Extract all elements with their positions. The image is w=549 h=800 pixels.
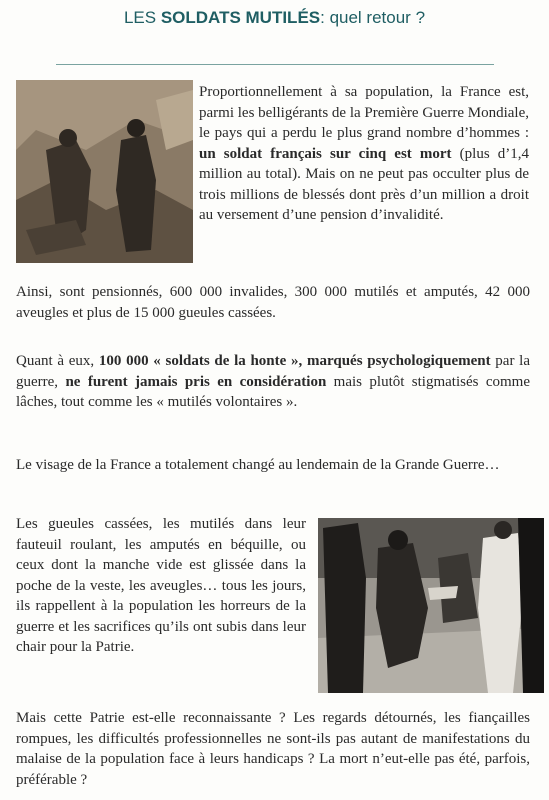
intro-text-1: Proportionnellement à sa population, la France est, parmi les belligérants de la Première Guerre Mondiale, le pays qui a perdu le plus grand nombre d’hommes : — [199, 84, 529, 141]
page-title — [0, 8, 549, 28]
intro-bold: un soldat français sur cinq est mort — [199, 145, 452, 162]
title-divider — [56, 64, 494, 65]
shame-text-a: Quant à eux, — [16, 353, 99, 369]
shame-paragraph — [16, 351, 530, 413]
shame-bold-d: ne furent jamais pris en considération — [65, 373, 327, 390]
trench-photo — [16, 80, 193, 263]
closing-paragraph: Mais cette Patrie est-elle reconnaissante ? Les regards détournés, les fiançailles rompues, les difficultés professionnelles ne sont-ils pas autant de manifestations du malaise de la population face à leurs handicaps ? La mort n’eut-elle pas été, parfois, préférable ? — [16, 710, 530, 788]
street-photo — [318, 518, 544, 693]
title-bold: SOLDATS MUTILÉS — [160, 8, 321, 27]
shame-bold-b: 100 000 « soldats de la honte », marqués psychologiquement — [98, 353, 491, 369]
shame-text-e: mais plutôt stigmatisés comme lâches, tout comme les « mutilés volontaires ». — [16, 373, 531, 410]
shame-text-c: par la guerre, — [16, 353, 530, 390]
title-prefix: LES — [123, 8, 161, 27]
title-suffix: : quel retour ? — [320, 8, 426, 27]
gueules-paragraph: Les gueules cassées, les mutilés dans leur fauteuil roulant, les amputés en béquille, ou ceux dont la manche vide est glissée dans la poche de la veste, les aveugles… tous les jours, ils rappellent à la population les horreurs de la guerre et les sacrifices qu’ils ont subis dans leur chair pour la Patrie. — [16, 516, 306, 655]
pensions-paragraph: Ainsi, sont pensionnés, 600 000 invalides, 300 000 mutilés et amputés, 42 000 aveugles et plus de 15 000 gueules cassées. — [16, 284, 530, 321]
intro-text-2: (plus d’1,4 million au total). Mais on ne peut pas occulter plus de trois millions de blessés dont près d’un million a droit au versement d’une pension d’invalidité. — [199, 145, 530, 223]
intro-paragraph — [199, 82, 529, 226]
visage-paragraph: Le visage de la France a totalement changé au lendemain de la Grande Guerre… — [16, 457, 500, 473]
